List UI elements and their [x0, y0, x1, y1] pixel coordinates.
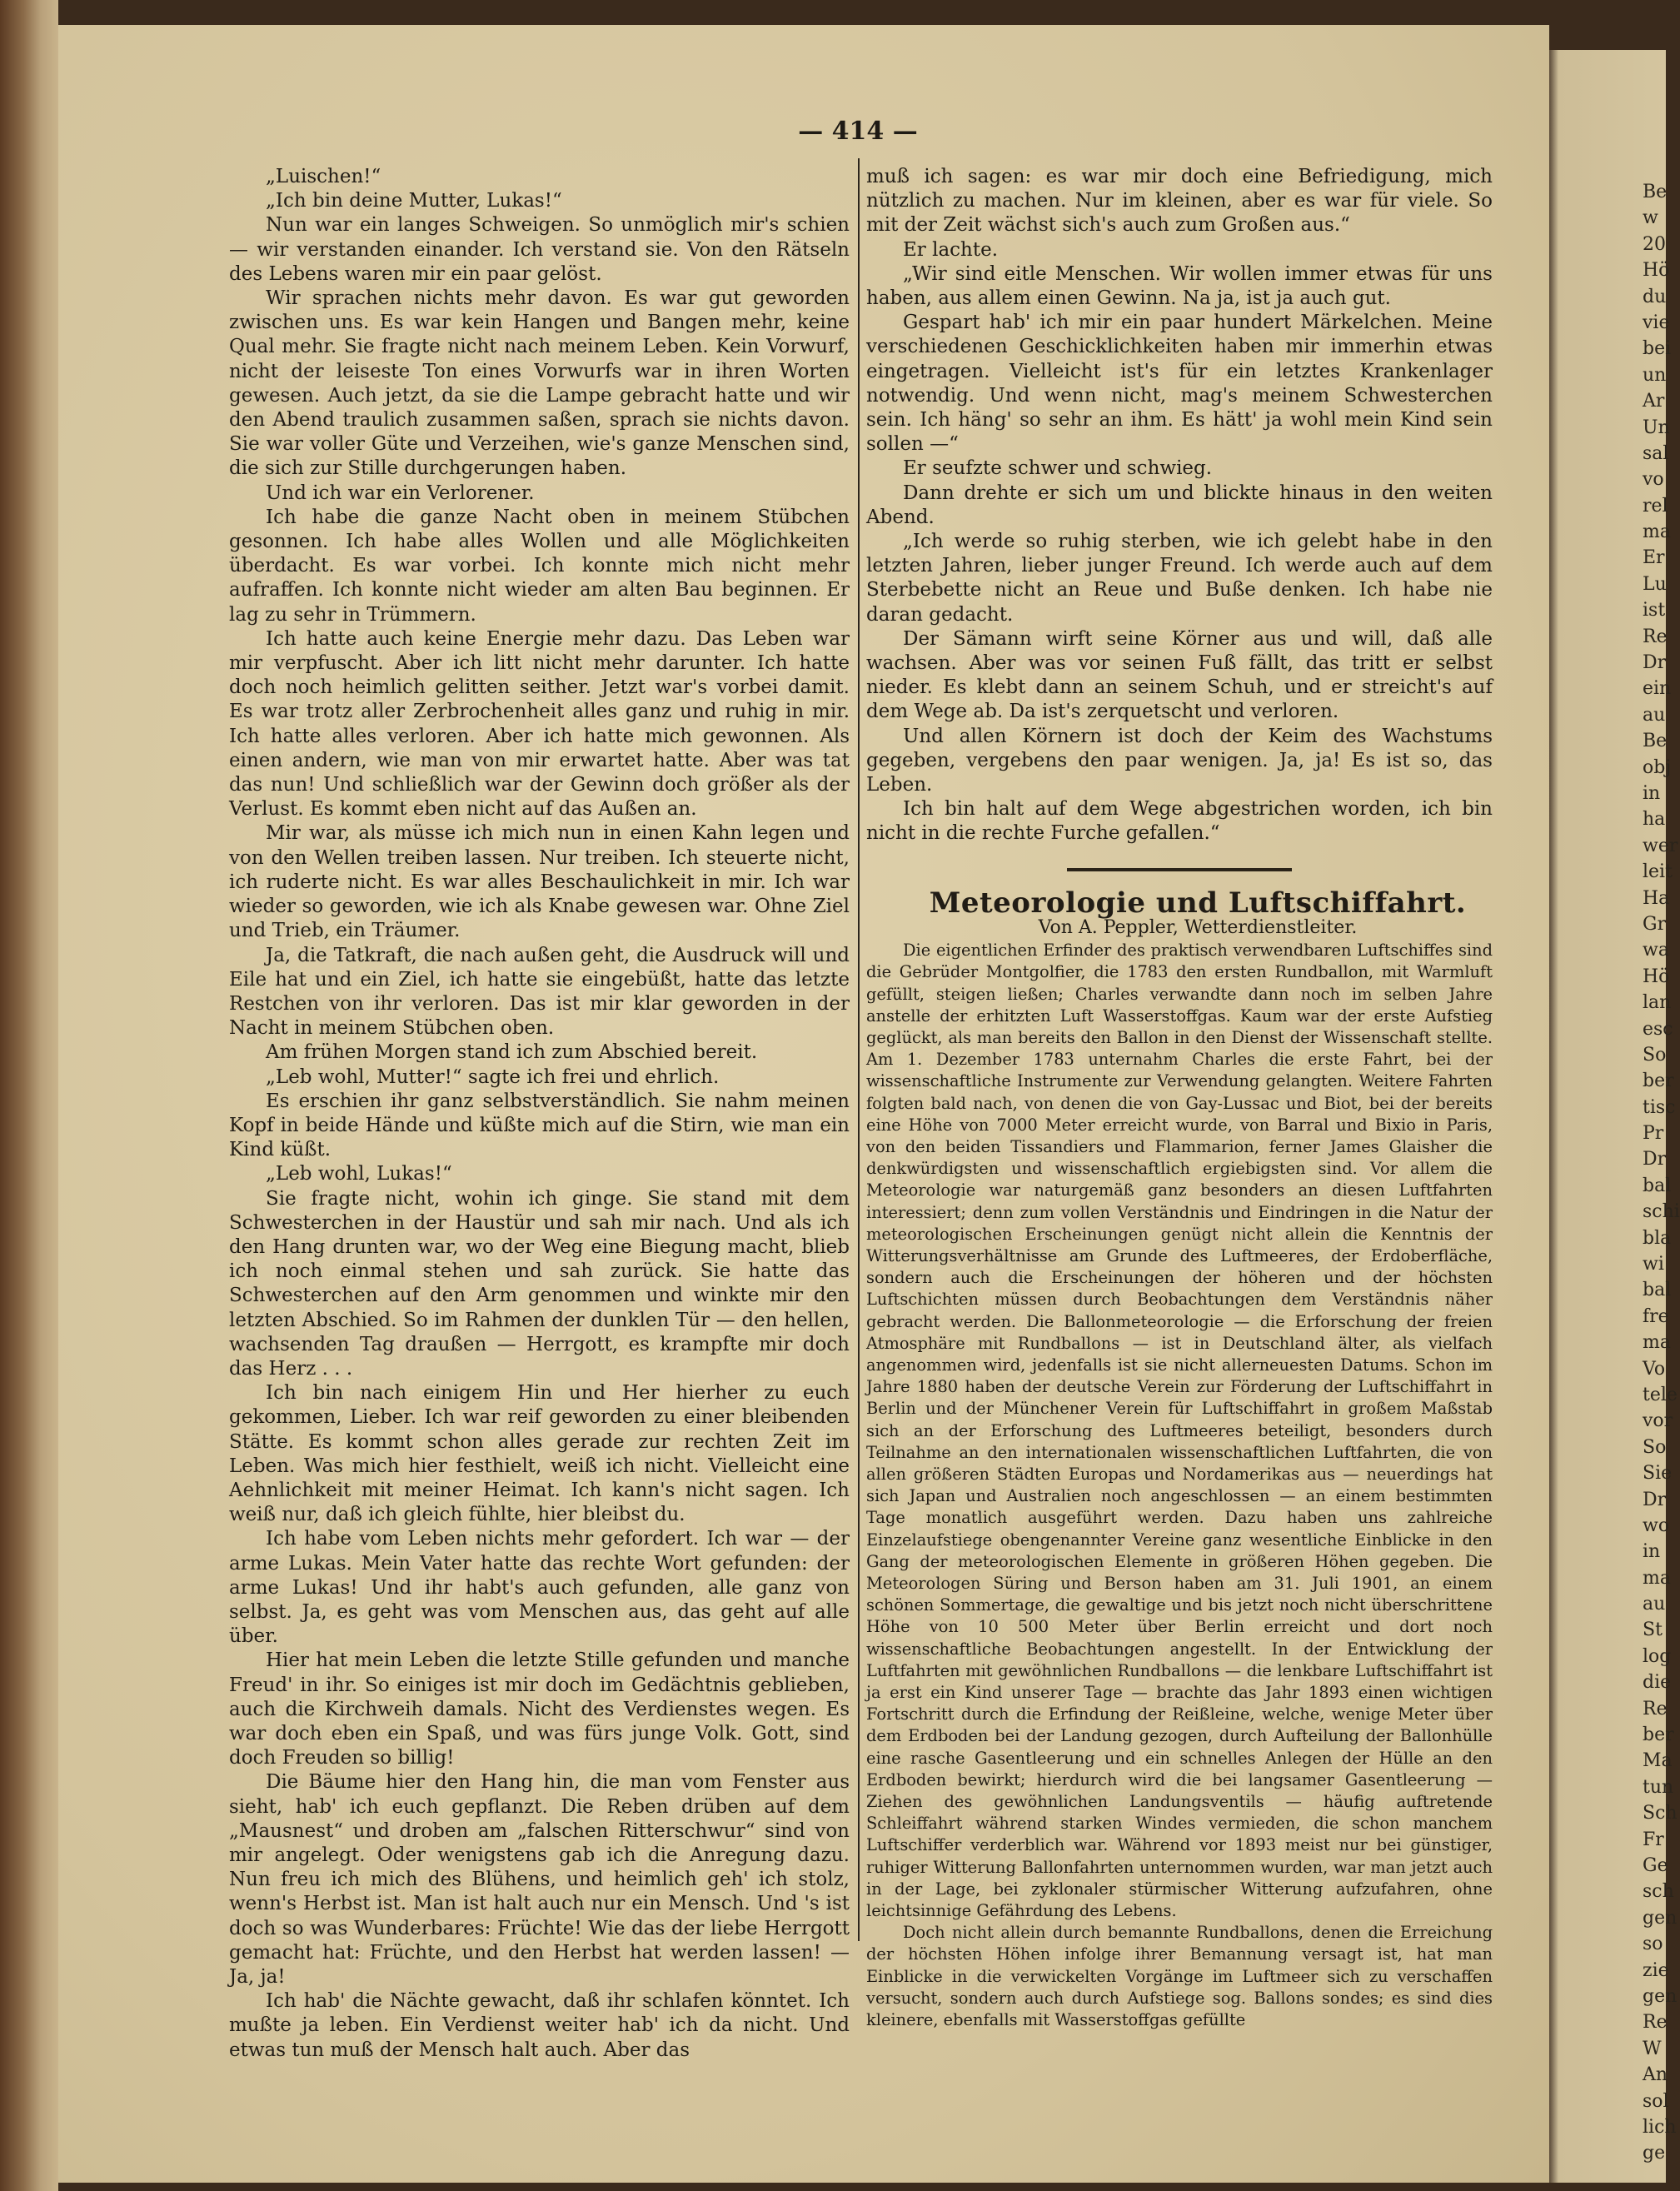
- paragraph: Ich habe die ganze Nacht oben in meinem Stübchen gesonnen. Ich habe alles Wollen und alle Möglichkeiten überdacht. Es war vorbei. Ich konnte mich nicht mehr aufraffen. Ich konnte nicht wieder am alten Bau beginnen. Er lag zu sehr in Trümmern.: [229, 506, 850, 626]
- fragment-line: Be: [1643, 182, 1668, 202]
- fragment-line: schi: [1643, 1201, 1680, 1223]
- fragment-line: du: [1643, 286, 1667, 307]
- paragraph: Ich hab' die Nächte gewacht, daß ihr schlafen könntet. Ich mußte ja leben. Ein Verdienst weiter hab' ich da nicht. Und etwas tun muß der Mensch halt auch. Aber das: [229, 1990, 850, 2061]
- fragment-line: Hö: [1643, 966, 1670, 987]
- paragraph: Sie fragte nicht, wohin ich ginge. Sie stand mit dem Schwesterchen in der Haustür und sah mir nach. Und als ich den Hang drunten war, wo der Weg eine Biegung macht, blieb ich noch einmal stehen und sah zurück. Sie hatte das Schwesterchen auf den Arm genommen und winkte mir den letzten Abschied. So im Rahmen der dunklen Tür — den hellen, wachsenden Tag draußen — Herrgott, es krampfte mir doch das Herz . . .: [229, 1187, 850, 1380]
- paragraph: Die eigentlichen Erfinder des praktisch verwendbaren Luftschiffes sind die Gebrüder Montgolfier, die 1783 den ersten Rundballon, mit Warmluft gefüllt, steigen ließen; Charles verwandte dann noch im selben Jahre anstelle der erhitzten Luft Wasserstoffgas. Kaum war der erste Aufstieg geglückt, als man bereits den Ballon in den Dienst der Wissenschaft stellte. Am 1. Dezember 1783 unternahm Charles die erste Fahrt, bei der wissenschaftliche Instrumente zur Verwendung gelangten. Weitere Fahrten folgten bald nach, von denen die von Gay-Lussac und Biot, bei der bereits eine Höhe von 7000 Meter erreicht wurde, von Barral und Bixio in Paris, von den beiden Tissandiers und Flammarion, ferner James Glaisher die denkwürdigsten und wissenschaftlich ergiebigsten sind. Vor allem die Meteorologie war naturgemäß ganz besonders an diesen Luftfahrten interessiert; denn zum vollen Verständnis und Eindringen in die Natur der meteorologischen Erscheinungen genügt nicht allein die Kenntnis der Witterungsverhältnisse am Grunde des Luftmeeres, der Erdoberfläche, sondern auch die Erscheinungen der höheren und der höchsten Luftschichten müssen durch Beobachtungen dem Verständnis näher gebracht werden. Die Ballonmeteorologie — die Erforschung der freien Atmosphäre mit Rundballons — ist in Deutschland älter, als vielfach angenommen wird, jedenfalls ist sie nicht allerneuesten Datums. Schon im Jahre 1880 haben der deutsche Verein zur Förderung der Luftschiffahrt in Berlin und der Münchener Verein für Luftschiffahrt in großem Maßstab sich an der Erforschung des Luftmeeres beteiligt, besonders durch Teilnahme an den internationalen wissenschaftlichen Luftfahrten, die von allen größeren Städten Europas und Nordamerikas aus — neuerdings hat sich Japan und Australien noch angeschlossen — an einem bestimmten Tage monatlich ausgeführt werden. Dazu haben uns zahlreiche Einzelaufstiege obengenannter Vereine ganz wesentliche Einblicke in den Gang der meteorologischen Elemente in größeren Höhen gegeben. Die Meteorologen Süring und Berson haben am 31. Juli 1901, an einem schönen Sommertage, die gewaltige und bis jetzt noch nicht überschrittene Höhe von 10 500 Meter über Berlin erreicht und dort noch wissenschaftliche Beobachtungen angestellt. In der Entwicklung der Luftfahrten mit gewöhnlichen Rundballons — die lenkbare Luftschiffahrt ist ja erst ein Kind unserer Tage — brachte das Jahr 1893 einen wichtigen Fortschritt durch die Erfindung der Reißleine, welche, wenige Meter über dem Erdboden bei der Landung gezogen, durch Aufteilung der Ballonhülle eine rasche Gasentleerung und ein schnelles Anlegen der Hülle an den Erdboden bewirkt; hierdurch wird die bei langsamer Gasentleerung — Ziehen des gewöhnlichen Landungsventils — häufig auftretende Schleiffahrt während starken Windes vermieden, die schon manchem Luftschiffer verderblich war. Während vor 1893 meist nur bei günstiger, ruhiger Witterung Ballonfahrten unternommen wurden, war man jetzt auch in der Lage, bei zyklonaler stürmischer Witterung aufzufahren, ohne leichtsinnige Gefährdung des Lebens.: [866, 941, 1493, 1921]
- fragment-line: bal: [1643, 1175, 1672, 1196]
- fragment-line: So: [1643, 1044, 1667, 1066]
- fragment-line: log: [1643, 1645, 1672, 1667]
- fragment-line: Be: [1643, 731, 1668, 752]
- fragment-line: au: [1643, 1594, 1666, 1615]
- paragraph: Am frühen Morgen stand ich zum Abschied bereit.: [266, 1041, 758, 1064]
- fragment-line: Gr: [1643, 913, 1667, 935]
- fragment-line: Hö: [1643, 260, 1670, 282]
- paragraph: Und allen Körnern ist doch der Keim des Wachstums gegeben, vergebens den paar wenigen. Ja, ja! Es ist so, das Leben.: [866, 725, 1493, 796]
- paragraph: Dann drehte er sich um und blickte hinaus in den weiten Abend.: [866, 482, 1493, 528]
- story-continuation: [866, 165, 1493, 846]
- fragment-line: Re: [1643, 626, 1668, 647]
- fragment-line: Dr: [1643, 1149, 1667, 1170]
- fragment-line: Dr: [1643, 652, 1667, 674]
- fragment-line: so: [1643, 1934, 1663, 1955]
- paragraph: Er seufzte schwer und schwieg.: [903, 457, 1213, 480]
- fragment-line: lich: [1643, 2116, 1677, 2138]
- fragment-line: zie: [1643, 1959, 1669, 1981]
- fragment-line: Ge: [1643, 1855, 1668, 1876]
- paragraph: „Wir sind eitle Menschen. Wir wollen immer etwas für uns haben, aus allem einen Gewinn. Na ja, ist ja auch gut.: [866, 262, 1493, 310]
- paragraph: Gespart hab' ich mir ein paar hundert Märkelchen. Meine verschiedenen Geschicklichkeiten haben mir immerhin etwas eingetragen. Vielleicht ist's für ein letztes Krankenlager notwendig. Und wenn nicht, mag's meinem Schwesterchen sein. Ich häng' so sehr an ihm. Es hätt' ja wohl mein Kind sein sollen —“: [866, 312, 1493, 456]
- fragment-line: ber: [1643, 1071, 1674, 1092]
- fragment-line: Pr: [1643, 1123, 1664, 1145]
- fragment-line: au: [1643, 704, 1666, 726]
- fragment-line: W: [1643, 2038, 1662, 2059]
- fragment-line: wa: [1643, 940, 1669, 961]
- fragment-line: ge: [1643, 2143, 1666, 2164]
- fragment-line: Er: [1643, 547, 1665, 569]
- paragraph: „Leb wohl, Lukas!“: [266, 1163, 452, 1185]
- paragraph: „Ich bin deine Mutter, Lukas!“: [266, 190, 562, 212]
- fragment-line: sol: [1643, 2090, 1669, 2112]
- fragment-line: Un: [1643, 417, 1670, 438]
- fragment-line: tun: [1643, 1776, 1674, 1798]
- fragment-line: gen: [1643, 1985, 1678, 2007]
- fragment-line: Fr: [1643, 1829, 1664, 1850]
- fragment-line: An: [1643, 2064, 1668, 2086]
- paragraph: Ich habe vom Leben nichts mehr gefordert. Ich war — der arme Lukas. Mein Vater hatte das rechte Wort gefunden: der arme Lukas! Und ihr habt's auch gefunden, alle ganz von selbst. Ja, es geht was vom Menschen aus, das geht auf alle über.: [229, 1528, 850, 1648]
- fragment-line: wo: [1643, 1515, 1670, 1536]
- column-divider: [858, 158, 860, 1941]
- paragraph: „Ich werde so ruhig sterben, wie ich gelebt habe in den letzten Jahren, lieber junger Freund. Ich werde auch auf dem Sterbebette nicht an Reue und Buße denken. Ich habe nie daran gedacht.: [866, 531, 1493, 626]
- paragraph: Hier hat mein Leben die letzte Stille gefunden und manche Freud' in ihr. So einiges ist mir doch im Gedächtnis geblieben, auch die Kirchweih damals. Nicht des Verdienstes wegen. Es war doch eben ein Spaß, und was fürs junge Volk. Gott, sind doch Freuden so billig!: [229, 1649, 850, 1769]
- fragment-line: Ha: [1643, 887, 1670, 909]
- story-column-left: [229, 165, 850, 2063]
- fragment-line: ist: [1643, 600, 1666, 621]
- facing-page-fragments: [1643, 179, 1680, 2167]
- fragment-line: rel: [1643, 495, 1668, 517]
- fragment-line: Re: [1643, 1698, 1668, 1719]
- paragraph: Ich hatte auch keine Energie mehr dazu. Das Leben war mir verpfuscht. Aber ich litt nicht mehr darunter. Ich hatte doch noch heimlich gelitten seither. Jetzt war's vorbei damit. Es war trotz aller Zerbrochenheit alles ganz und ruhig in mir. Ich hatte alles verloren. Aber ich hatte mich gewonnen. Als einen andern, wie man von mir erwartet hatte. Aber was tat das nun! Und schließlich war der Gewinn doch größer als der Verlust. Es kommt eben nicht auf das Außen an.: [229, 627, 850, 821]
- fragment-line: w: [1643, 207, 1658, 229]
- fragment-line: sch: [1643, 1881, 1674, 1903]
- fragment-line: So: [1643, 1436, 1667, 1458]
- fragment-line: ein: [1643, 678, 1672, 700]
- fragment-line: leit: [1643, 861, 1673, 883]
- fragment-line: tisc: [1643, 1096, 1676, 1118]
- fragment-line: bla: [1643, 1227, 1672, 1249]
- fragment-line: wi: [1643, 1254, 1664, 1275]
- fragment-line: sal: [1643, 442, 1669, 464]
- article-title: Meteorologie und Luftschiffahrt.: [929, 886, 1467, 920]
- fragment-line: Re: [1643, 2012, 1668, 2034]
- fragment-line: obj: [1643, 756, 1672, 778]
- fragment-line: Ar: [1643, 391, 1665, 412]
- fragment-line: wer: [1643, 835, 1678, 856]
- paragraph: Nun war ein langes Schweigen. So unmöglich mir's schien — wir verstanden einander. Ich verstand sie. Von den Rätseln des Lebens waren mir ein paar gelöst.: [229, 214, 850, 285]
- fragment-line: 20: [1643, 233, 1666, 255]
- paragraph: Es erschien ihr ganz selbstverständlich. Sie nahm meinen Kopf in beide Hände und küßte mich auf die Stirn, wie man ein Kind küßt.: [229, 1090, 850, 1161]
- fragment-line: esc: [1643, 1018, 1673, 1040]
- fragment-line: in: [1643, 1541, 1661, 1563]
- fragment-line: lan: [1643, 992, 1672, 1014]
- paragraph: Er lachte.: [903, 238, 999, 261]
- fragment-line: Ma: [1643, 1750, 1673, 1772]
- fragment-line: vor: [1643, 1410, 1673, 1432]
- paragraph: Wir sprachen nichts mehr davon. Es war gut geworden zwischen uns. Es war kein Hangen und Bangen mehr, keine Qual mehr. Sie fragte nicht nach meinem Leben. Kein Vorwurf, nicht der leiseste Ton eines Vorwurfs war in ihren Worten gewesen. Auch jetzt, da sie die Lampe gebracht hatte und wir den Abend traulich zusammen saßen, sprach sie nichts davon. Sie war voller Güte und Verzeihen, wie's ganze Menschen sind, die sich zur Stille durchgerungen haben.: [229, 287, 850, 480]
- paragraph: Ich bin nach einigem Hin und Her hierher zu euch gekommen, Lieber. Ich war reif geworden zu einer bleibenden Stätte. Es kommt schon alles gerade zur rechten Zeit im Leben. Was mich hier festhielt, weiß ich nicht. Vielleicht eine Aehnlichkeit mit meiner Heimat. Ich kann's nicht sagen. Ich weiß nur, daß ich gleich fühlte, hier bleibst du.: [229, 1382, 850, 1526]
- fragment-line: ma: [1643, 522, 1671, 543]
- fragment-line: Dr: [1643, 1489, 1667, 1510]
- paragraph: muß ich sagen: es war mir doch eine Befriedigung, mich nützlich zu machen. Nur im kleinen, aber es war für viele. So mit der Zeit wächst sich's auch zum Großen aus.“: [866, 166, 1493, 237]
- fragment-line: Sch: [1643, 1803, 1678, 1824]
- fragment-line: tele: [1643, 1384, 1678, 1405]
- paragraph: Ich bin halt auf dem Wege abgestrichen worden, ich bin nicht in die rechte Furche gefallen.“: [866, 798, 1493, 845]
- fragment-line: ber: [1643, 1724, 1674, 1746]
- right-column: [866, 165, 1493, 2031]
- article-body: [866, 940, 1493, 2031]
- page-number: — 414 —: [798, 117, 918, 146]
- fragment-line: bei: [1643, 338, 1672, 360]
- fragment-line: gen: [1643, 1907, 1678, 1929]
- fragment-line: bal: [1643, 1280, 1672, 1301]
- paragraph: Ja, die Tatkraft, die nach außen geht, die Ausdruck will und Eile hat und ein Ziel, ich hatte sie eingebüßt, hatte das letzte Restchen von ihr verloren. Das ist mir klar geworden in der Nacht in meinem Stübchen oben.: [229, 944, 850, 1040]
- fragment-line: fre: [1643, 1305, 1669, 1327]
- fragment-line: Sie: [1643, 1463, 1673, 1485]
- fragment-line: ha: [1643, 809, 1666, 831]
- paragraph: Die Bäume hier den Hang hin, die man vom Fenster aus sieht, hab' ich euch gepflanzt. Die Reben drüben auf dem „Mausnest“ und droben am „falschen Ritterschwur“ sind von mir angelegt. Oder wenigstens gab ich die Anregung dazu. Nun freu ich mich des Blühens, und heimlich geh' ich stolz, wenn's Herbst ist. Man ist halt auch nur ein Mensch. Und 's ist doch so was Wunderbares: Früchte! Wie das der liebe Herrgott gemacht hat: Früchte, und den Herbst hat werden lassen! — Ja, ja!: [229, 1771, 850, 1989]
- fragment-line: ma: [1643, 1567, 1671, 1589]
- article-author: Von A. Peppler, Wetterdienstleiter.: [1038, 916, 1358, 938]
- fragment-line: vo: [1643, 469, 1664, 491]
- fragment-line: Lu: [1643, 573, 1667, 595]
- paragraph: „Leb wohl, Mutter!“ sagte ich frei und ehrlich.: [266, 1066, 720, 1088]
- fragment-line: vie: [1643, 312, 1670, 333]
- paragraph: Der Sämann wirft seine Körner aus und will, daß alle wachsen. Aber was vor seinen Fuß fällt, das tritt er selbst nieder. Es klebt dann an seinem Schuh, und er streicht's auf dem Wege ab. Da ist's zerquetscht und verloren.: [866, 627, 1493, 723]
- fragment-line: ma: [1643, 1332, 1671, 1354]
- book-binding: [0, 0, 58, 2191]
- paragraph: „Luischen!“: [266, 166, 381, 187]
- paragraph: Und ich war ein Verlorener.: [266, 482, 535, 504]
- fragment-line: in: [1643, 782, 1661, 804]
- paragraph: Doch nicht allein durch bemannte Rundballons, denen die Erreichung der höchsten Höhen infolge ihrer Bemannung versagt ist, hat man Einblicke in die verwickelten Vorgänge im Luftmeer sich zu verschaffen versucht, sondern auch durch Aufstiege sog. Ballons sondes; es sind dies kleinere, ebenfalls mit Wasserstoffgas gefüllte: [866, 1923, 1493, 2030]
- section-separator: [1067, 868, 1292, 871]
- fragment-line: St: [1643, 1620, 1663, 1641]
- fragment-line: Vo: [1643, 1358, 1666, 1380]
- fragment-line: die: [1643, 1672, 1672, 1694]
- paragraph: Mir war, als müsse ich mich nun in einen Kahn legen und von den Wellen treiben lassen. Nur treiben. Ich steuerte nicht, ich ruderte nicht. Es war alles Beschaulichkeit in mir. Ich war wieder so geworden, wie ich als Knabe gewesen war. Ohne Ziel und Trieb, ein Träumer.: [229, 822, 850, 942]
- fragment-line: un: [1643, 364, 1667, 386]
